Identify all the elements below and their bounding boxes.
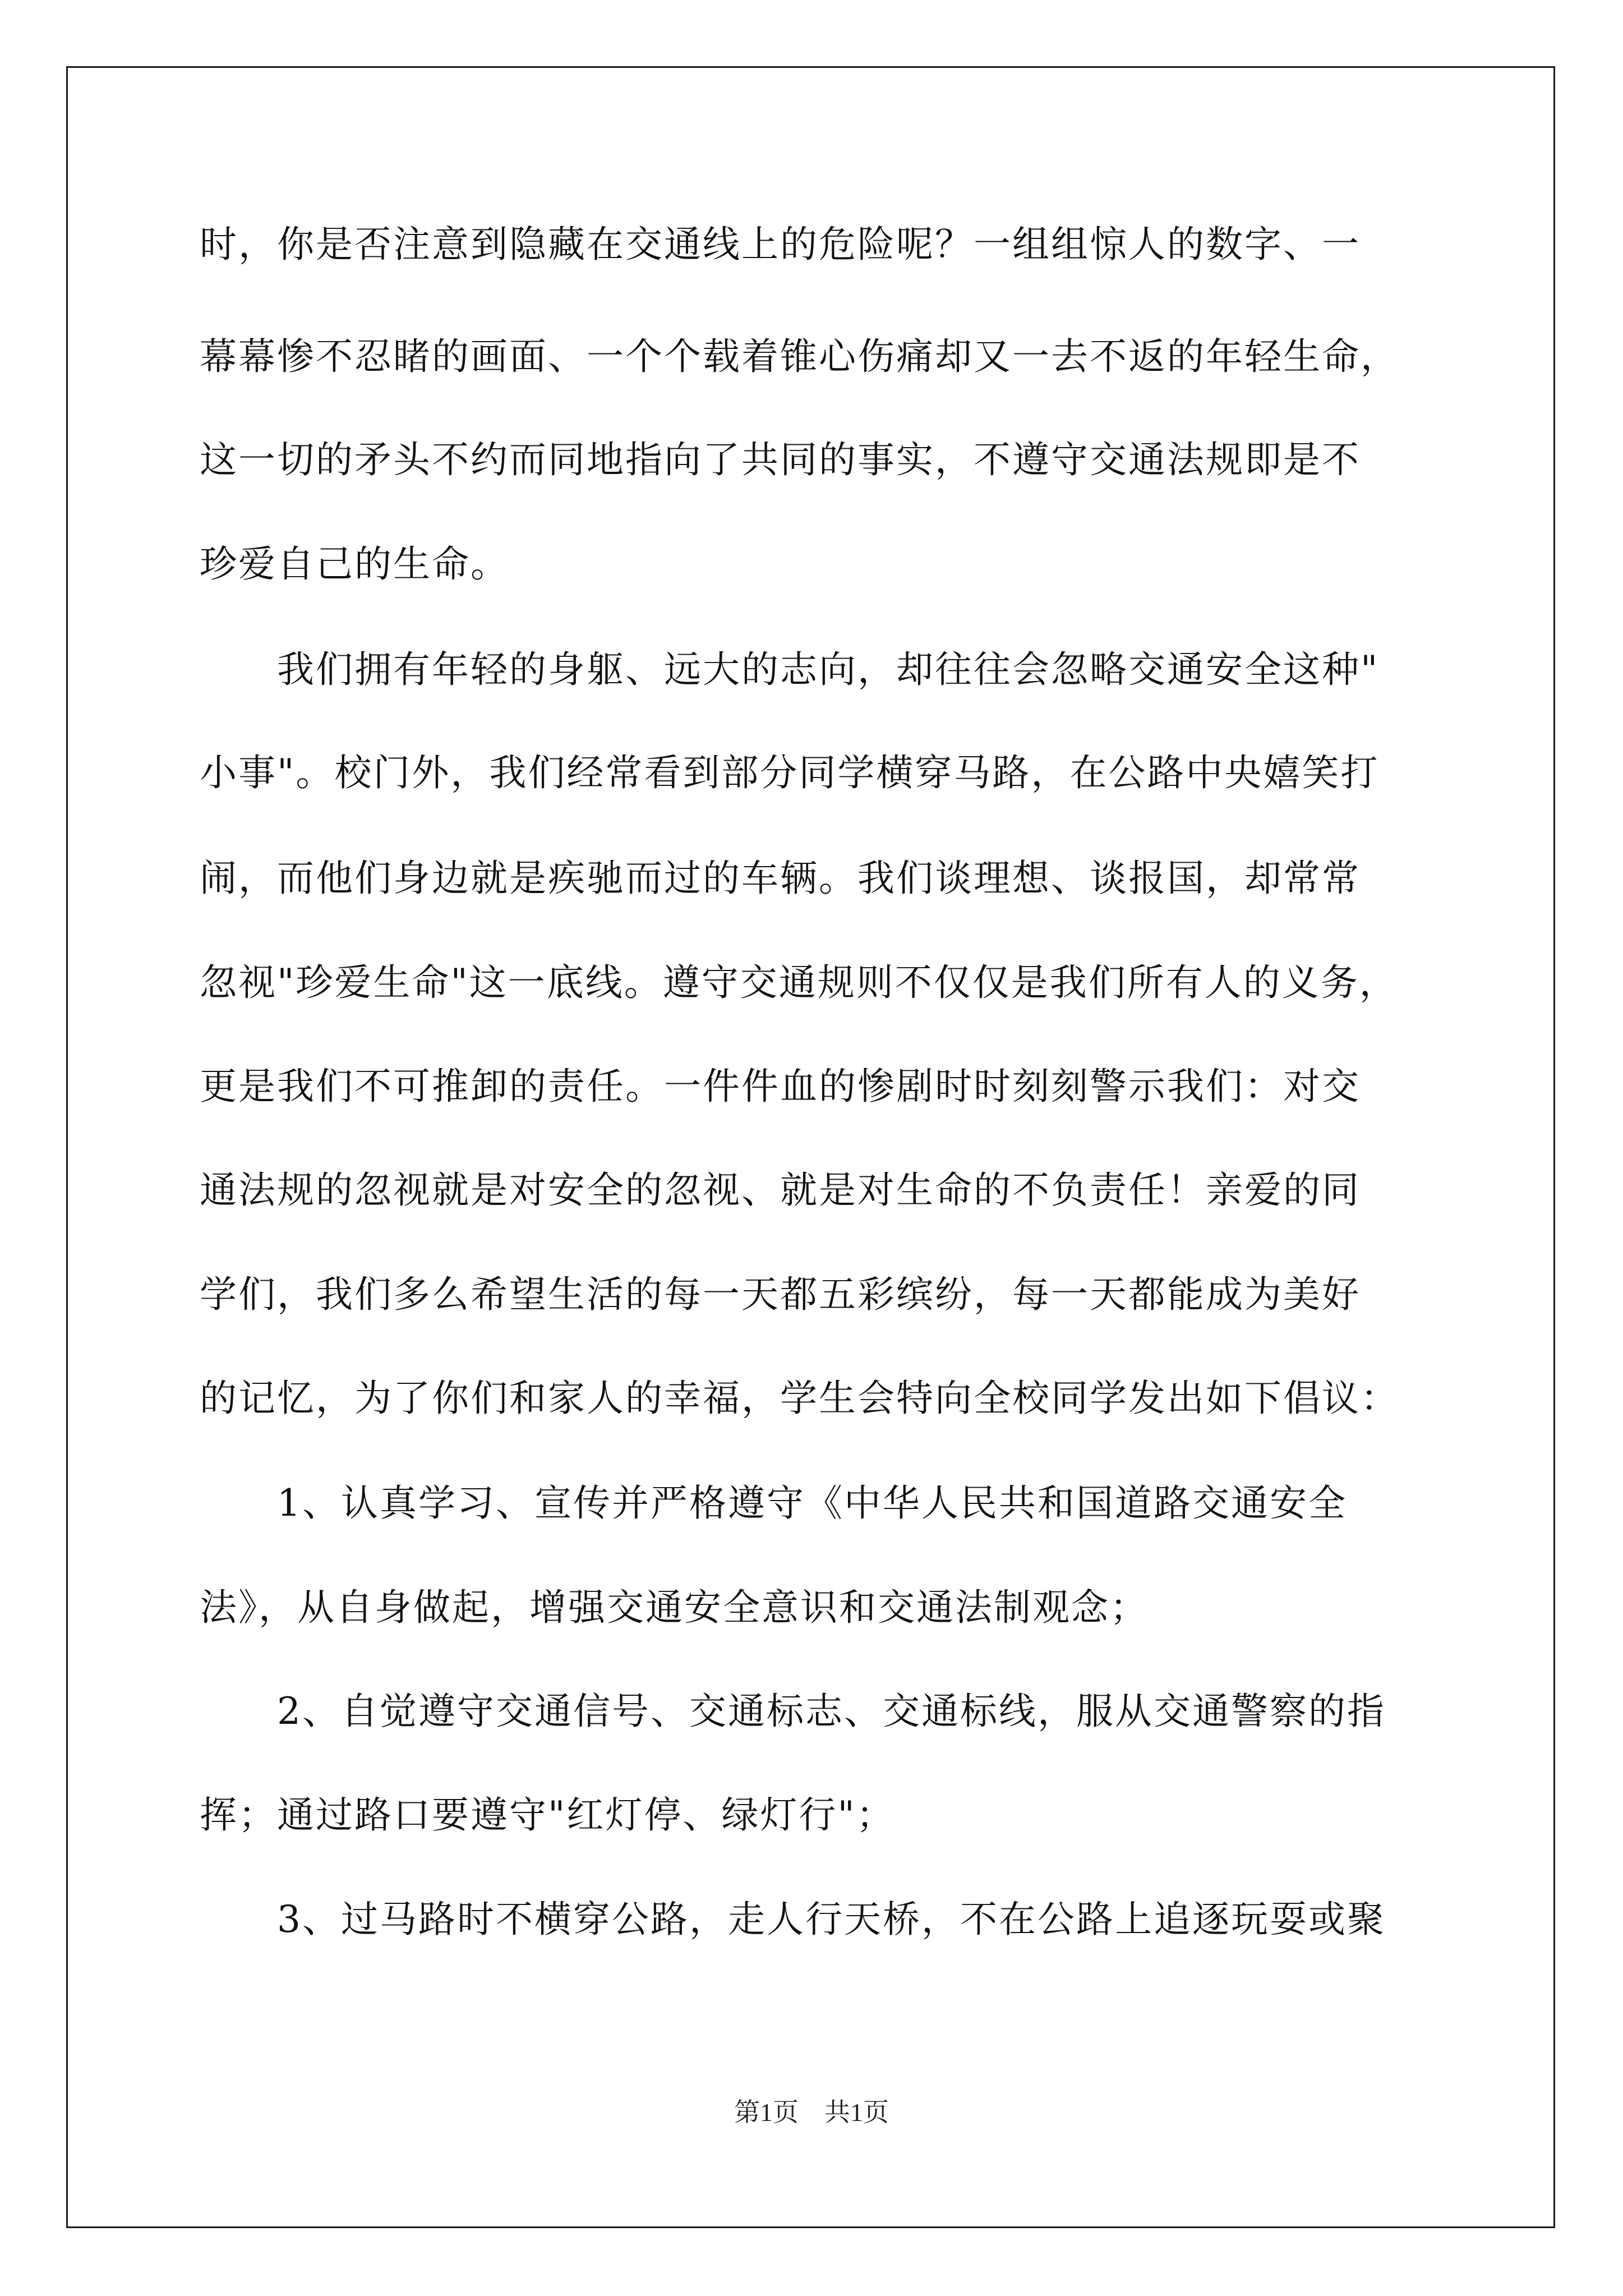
- body-line: 2、自觉遵守交通信号、交通标志、交通标线，服从交通警察的指: [200, 1690, 1386, 1733]
- body-line: 通法规的忽视就是对安全的忽视、就是对生命的不负责任！亲爱的同: [200, 1168, 1361, 1212]
- body-line: 小事"。校门外，我们经常看到部分同学横穿马路，在公路中央嬉笑打: [200, 751, 1380, 794]
- body-line: 忽视"珍爱生命"这一底线。遵守交通规则不仅仅是我们所有人的义务，: [200, 961, 1398, 1004]
- body-line: 珍爱自己的生命。: [200, 542, 509, 586]
- body-line: 闹，而他们身边就是疾驰而过的车辆。我们谈理想、谈报国，却常常: [200, 857, 1361, 900]
- body-line: 法》，从自身做起，增强交通安全意识和交通法制观念；: [200, 1586, 1149, 1629]
- page-number-footer: 第1页 共1页: [734, 2098, 889, 2127]
- body-line: 3、过马路时不横穿公路，走人行天桥，不在公路上追逐玩耍或聚: [200, 1898, 1386, 1941]
- body-line: 时，你是否注意到隐藏在交通线上的危险呢？一组组惊人的数字、一: [200, 223, 1361, 266]
- body-line: 更是我们不可推卸的责任。一件件血的惨剧时时刻刻警示我们：对交: [200, 1065, 1361, 1108]
- body-line: 我们拥有年轻的身躯、远大的志向，却往往会忽略交通安全这种": [200, 648, 1380, 691]
- body-line: 这一切的矛头不约而同地指向了共同的事实，不遵守交通法规即是不: [200, 438, 1361, 481]
- body-line: 幕幕惨不忍睹的画面、一个个载着锥心伤痛却又一去不返的年轻生命，: [200, 335, 1399, 378]
- body-line: 挥；通过路口要遵守"红灯停、绿灯行"；: [200, 1793, 895, 1837]
- body-line: 的记忆，为了你们和家人的幸福，学生会特向全校同学发出如下倡议：: [200, 1377, 1399, 1420]
- body-line: 1、认真学习、宣传并严格遵守《中华人民共和国道路交通安全: [200, 1481, 1347, 1525]
- body-line: 学们，我们多么希望生活的每一天都五彩缤纷，每一天都能成为美好: [200, 1273, 1361, 1316]
